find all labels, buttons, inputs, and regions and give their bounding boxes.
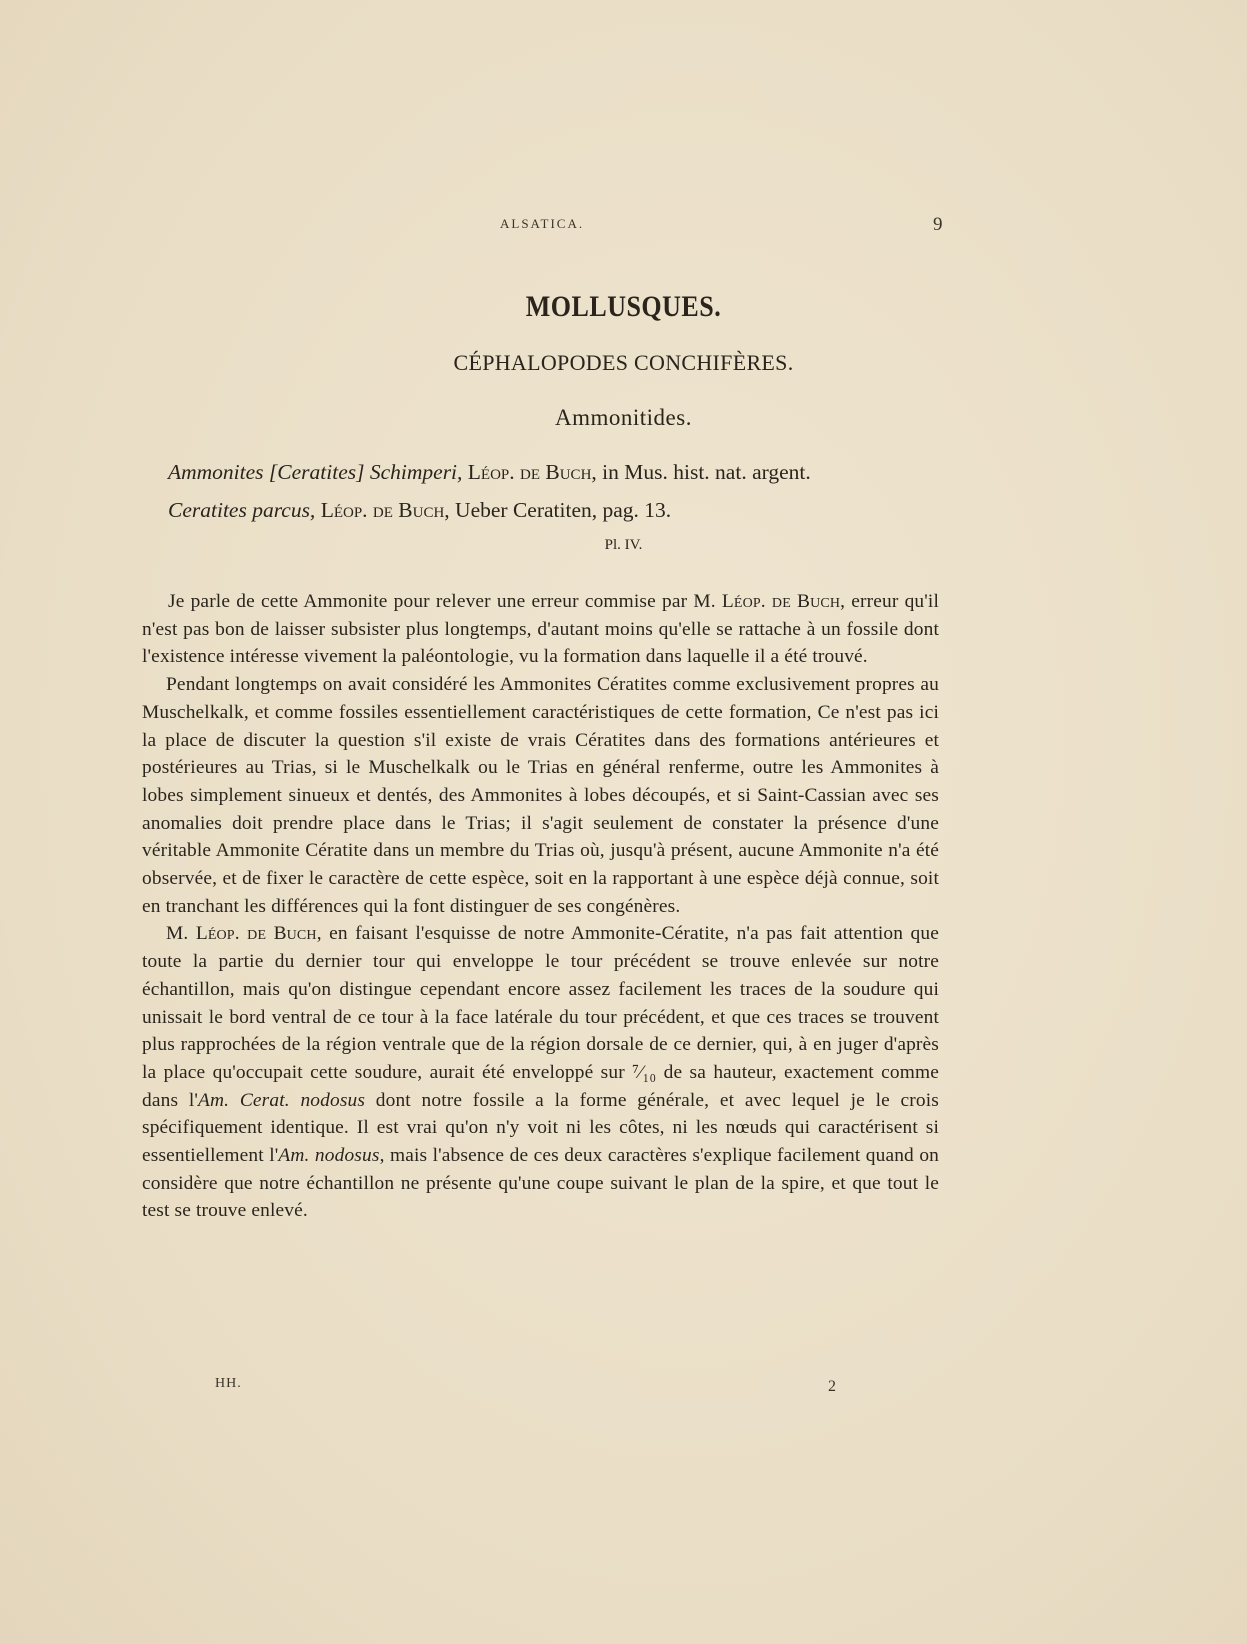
author-name: Léop. de Buch — [721, 591, 841, 612]
section-title: MOLLUSQUES. — [525, 290, 722, 323]
paragraph: Pendant longtemps on avait considéré les Ammonites Cératites comme exclusivement propres au Muschelkalk, et comme fossiles essentiellement caractéristiques de cette formation, Ce n'est pas ici la place de discuter la question s'il existe de vrais Cératites dans des formations antérieures et postérieures au Trias, si le Muschelkalk ou le Trias en général renferme, outre les Ammonites à lobes simplement sinueux et dentés, des Ammonites à lobes découpés, et si Saint-Cassian avec ses anomalies doit prendre place dans le Trias; il s'agit seulement de constater la présence d'une véritable Ammonite Cératite dans un membre du Trias où, jusqu'à présent, aucune Ammonite n'a été observée, et de fixer le caractère de cette espèce, soit en la rapportant à une espèce déjà connue, soit en tranchant les différences qui la font distinguer de ses congénères. — [142, 674, 939, 917]
text-run: dont notre fossile a la forme générale, et avec lequel je le crois spécifiquement identique. Il est vrai qu'on n'y voit ni les côtes, ni les nœuds qui caractérisent si essentiellement l' — [142, 1089, 939, 1167]
family-title: Ammonitides. — [555, 405, 692, 430]
species-name: Ammonites [Ceratites] Schimperi, — [168, 460, 463, 484]
plate-reference: Pl. IV. — [604, 537, 643, 553]
author-name: Léop. de Buch, — [467, 460, 597, 484]
sheet-number: 2 — [828, 1378, 836, 1395]
reference: in Mus. hist. nat. argent. — [602, 460, 811, 484]
body-text — [142, 588, 939, 1225]
species-name: Ceratites parcus, — [168, 498, 316, 522]
text-run: M. — [166, 923, 189, 945]
fraction: ⁷⁄₁₀ — [632, 1061, 657, 1083]
page-number: 9 — [933, 214, 943, 235]
text-run: , erreur qu'il n'est pas bon de laisser subsister plus longtemps, d'autant moins qu'elle se rattache à un fossile dont l'existence intéresse vivement la paléontologie, vu la formation dans laquelle il a été trouvé. — [142, 591, 939, 668]
species-name: Am. Cerat. nodosus — [198, 1089, 366, 1111]
running-title: ALSATICA. — [500, 216, 585, 231]
paragraph — [142, 920, 939, 1225]
subsection-title: CÉPHALOPODES CONCHIFÈRES. — [453, 350, 794, 375]
signature-mark: HH. — [215, 1376, 242, 1391]
text-run: , en faisant l'esquisse de notre Ammonite-Cératite, n'a pas fait attention que toute la partie du dernier tour qui enveloppe le tour précédent se trouve enlevée sur notre échantillon, mais qu'on distingue cependant encore assez facilement les traces de la soudure qui unissait le bord ventral de ce tour à la face latérale du tour précédent, et que ces traces se trouvent plus rapprochées de la région ventrale que de la région dorsale de ce dernier, qui, à en juger d'après la place qu'occupait cette soudure, aurait été enveloppé sur — [142, 923, 939, 1083]
author-name: Léop. de Buch, — [320, 498, 450, 522]
paragraph — [142, 588, 939, 671]
reference: Ueber Ceratiten, pag. 13. — [455, 498, 672, 522]
synonymy-line — [168, 460, 968, 485]
text-run: de sa hauteur, exactement comme dans l' — [142, 1061, 939, 1111]
synonymy-line — [168, 498, 968, 523]
text-run: , mais l'absence de ces deux caractères s'explique facilement quand on considère que notre échantillon ne présente qu'une coupe suivant le plan de la spire, et que tout le test se trouve enlevé. — [142, 1145, 940, 1222]
author-name: Léop. de Buch — [195, 923, 317, 945]
text-run: Je parle de cette Ammonite pour relever une erreur commise par M. — [168, 591, 716, 612]
species-name: Am. nodosus — [278, 1145, 380, 1167]
running-head — [0, 214, 1247, 236]
